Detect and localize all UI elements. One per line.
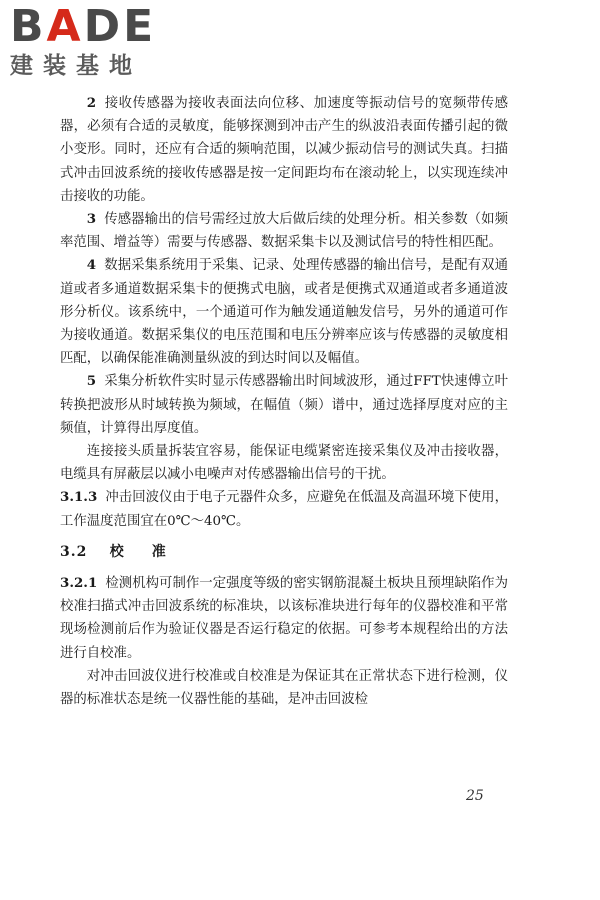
clause-text: 冲击回波仪由于电子元器件众多，应避免在低温及高温环境下使用，工作温度范围宜在0℃～40℃。 [60, 490, 508, 529]
clause-3-1-3 [60, 486, 508, 532]
paragraph-connector [60, 440, 508, 486]
paragraph-item-4 [60, 254, 508, 370]
paragraph-text: 采集分析软件实时显示传感器输出时间域波形，通过FFT快速傅立叶转换把波形从时域转换为频域，在幅值（频）谱中，通过选择厚度对应的主频值，计算得出厚度值。 [60, 374, 508, 436]
paragraph-text: 连接接头质量拆装宜容易，能保证电缆紧密连接采集仪及冲击接收器，电缆具有屏蔽层以减小电噪声对传感器输出信号的干扰。 [60, 444, 508, 483]
paragraph-continued: 对冲击回波仪进行校准或自校准是为保证其在正常状态下进行检测，仪器的标准状态是统一仪器性能的基础，是冲击回波检 [60, 668, 508, 708]
paragraph-text: 传感器输出的信号需经过放大后做后续的处理分析。相关参数（如频率范围、增益等）需要与传感器、数据采集卡以及测试信号的特性相匹配。 [60, 212, 508, 251]
clause-text: 检测机构可制作一定强度等级的密实钢筋混凝土板块且预埋缺陷作为校准扫描式冲击回波系统的标准块，以该标准块进行每年的仪器校准和平常现场检测前后作为验证仪器是否运行稳定的依据。可参考本规程给出的方法进行自校准。 [60, 576, 508, 661]
section-number: 3.2 [60, 543, 88, 560]
page-number: 25 [466, 788, 484, 804]
logo [10, 1, 180, 80]
clause-3-2-1 [60, 572, 508, 665]
clause-number: 3.1.3 [60, 489, 98, 506]
section-heading [60, 541, 508, 564]
clause-number: 3.2.1 [60, 575, 98, 592]
logo-wordmark: BADE [10, 1, 157, 52]
paragraph-item-5 [60, 370, 508, 440]
logo-accent-letter: A [46, 1, 84, 52]
item-number: 2 [86, 95, 97, 111]
logo-subtitle: 建装基地 [10, 53, 142, 79]
item-number: 3 [86, 211, 97, 228]
paragraph-item-3 [60, 208, 508, 254]
paragraph-text: 数据采集系统用于采集、记录、处理传感器的输出信号，是配有双通道或者多通道数据采集卡的便携式电脑，或者是便携式双通道或者多通道波形分析仪。该系统中，一个通道可作为触发通道触发信号，另外的通道可作为接收通道。数据采集仪的电压范围和电压分辨率应该与传感器的灵敏度相匹配，以确保能准确测量纵波的到达时间以及幅值。 [60, 258, 508, 367]
paragraph-text: 接收传感器为接收表面法向位移、加速度等振动信号的宽频带传感器，必须有合适的灵敏度，能够探测到冲击产生的纵波沿表面传播引起的微小变形。同时，还应有合适的频响范围，以减少振动信号的测试失真。扫描式冲击回波系统的接收传感器是按一定间距均布在滚动轮上，以实现连续冲击接收的功能。 [60, 96, 508, 204]
item-number: 4 [86, 257, 97, 274]
page-body [60, 92, 508, 711]
paragraph-item-2 [60, 92, 508, 208]
item-number: 5 [86, 373, 97, 390]
section-title: 校准 [109, 543, 194, 560]
